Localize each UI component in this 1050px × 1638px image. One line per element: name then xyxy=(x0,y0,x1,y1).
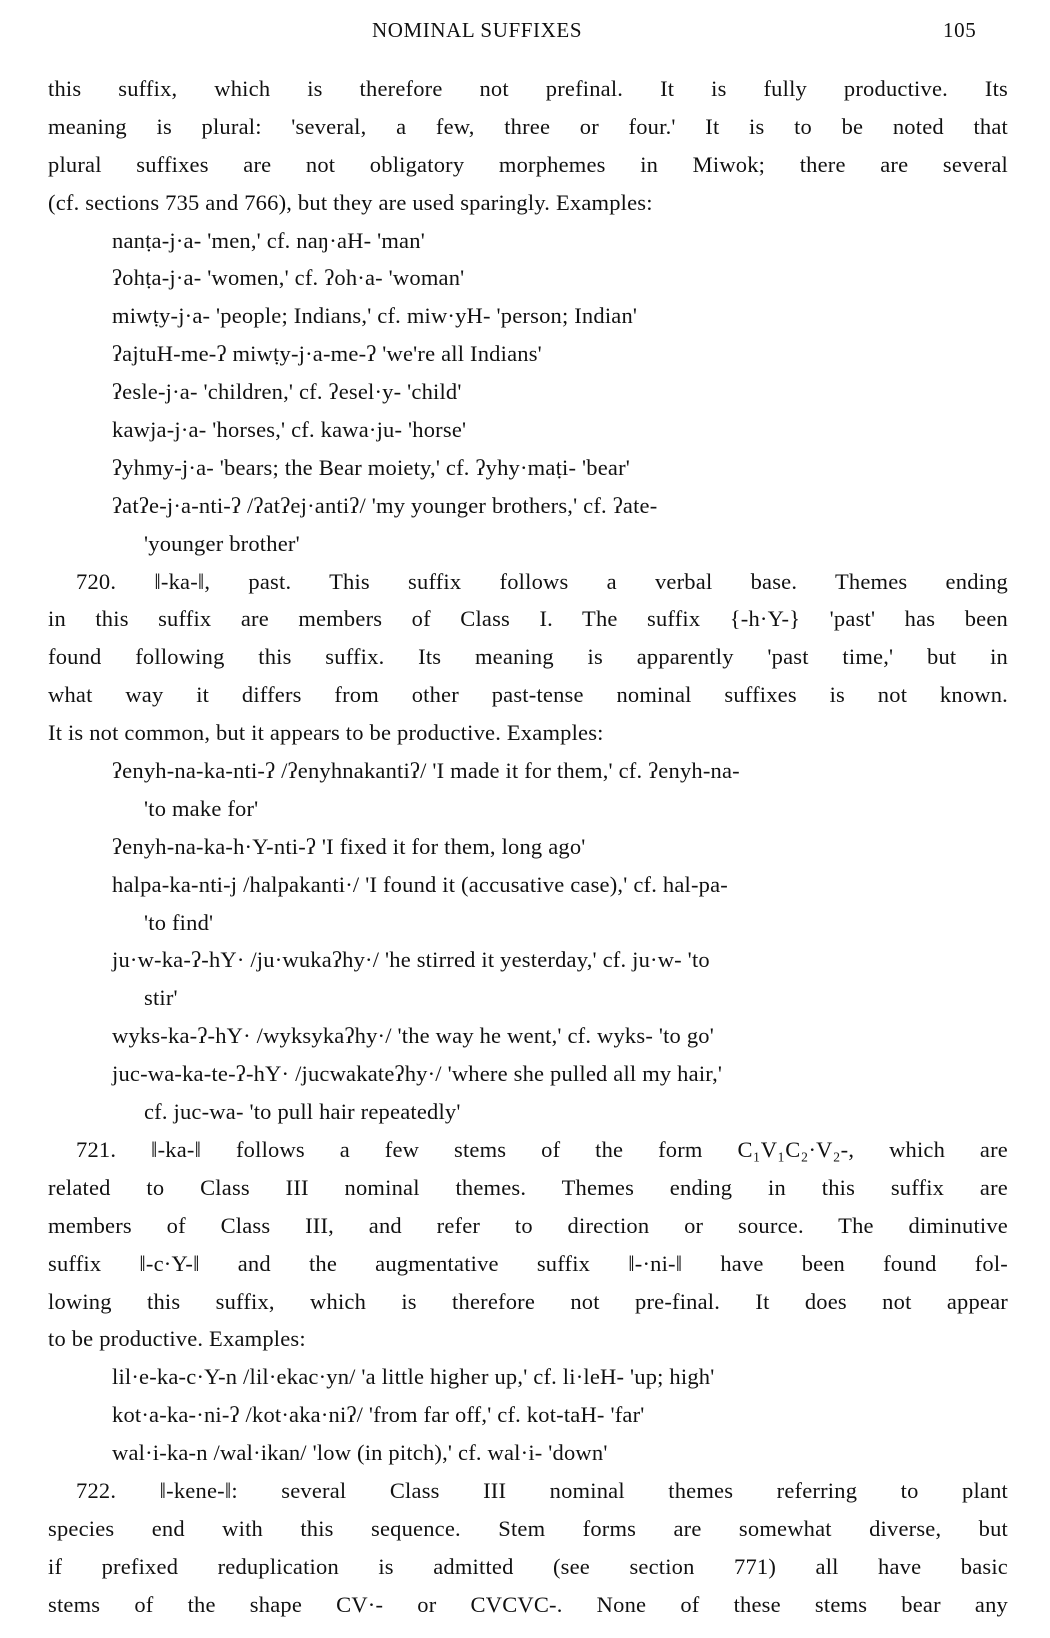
example-line: ʔenyh-na-ka-h·Y-nti-ʔ 'I fixed it for them, long ago' xyxy=(112,833,586,859)
section-721-heading: 721. ‖-ka-‖ follows a few stems of the form C₁V₁C₂·V₂-, which are xyxy=(76,1136,1008,1162)
page-number: 105 xyxy=(943,18,977,42)
text-line: to be productive. Examples: xyxy=(48,1326,306,1352)
text-line: plural suffixes are not obligatory morphemes in Miwok; there are several xyxy=(48,151,1008,177)
text-line: if prefixed reduplication is admitted (see section 771) all have basic xyxy=(48,1553,1008,1579)
text-line: found following this suffix. Its meaning is apparently 'past time,' but in xyxy=(48,644,1008,670)
section-722-heading: 722. ‖-kene-‖: several Class III nominal themes referring to plant xyxy=(76,1477,1008,1503)
example-continuation: 'younger brother' xyxy=(144,530,300,556)
example-continuation: 'to find' xyxy=(144,909,214,935)
example-line: kot·a-ka-·ni-ʔ /kot·aka·niʔ/ 'from far off,' cf. kot-taH- 'far' xyxy=(112,1402,645,1428)
example-line: wyks-ka-ʔ-hY· /wyksykaʔhy·/ 'the way he went,' cf. wyks- 'to go' xyxy=(112,1023,714,1049)
text-line: related to Class III nominal themes. Themes ending in this suffix are xyxy=(48,1174,1008,1200)
example-line: ʔesle-j·a- 'children,' cf. ʔesel·y- 'child' xyxy=(112,379,462,405)
example-line: miwṭy-j·a- 'people; Indians,' cf. miw·yH- 'person; Indian' xyxy=(112,303,638,329)
example-line: ʔyhmy-j·a- 'bears; the Bear moiety,' cf. ʔyhy·maṭi- 'bear' xyxy=(112,454,631,480)
example-line: lil·e-ka-c·Y-n /lil·ekac·yn/ 'a little higher up,' cf. li·leH- 'up; high' xyxy=(112,1364,715,1390)
example-line: ʔatʔe-j·a-nti-ʔ /ʔatʔej·antiʔ/ 'my younger brothers,' cf. ʔate- xyxy=(112,492,658,518)
example-line: ʔenyh-na-ka-nti-ʔ /ʔenyhnakantiʔ/ 'I made it for them,' cf. ʔenyh-na- xyxy=(112,758,740,784)
text-line: species end with this sequence. Stem forms are somewhat diverse, but xyxy=(48,1515,1008,1541)
example-line: nanṭa-j·a- 'men,' cf. naŋ·aH- 'man' xyxy=(112,227,425,253)
example-continuation: cf. juc-wa- 'to pull hair repeatedly' xyxy=(144,1099,461,1125)
text-line: (cf. sections 735 and 766), but they are used sparingly. Examples: xyxy=(48,189,653,215)
text-line: suffix ‖-c·Y-‖ and the augmentative suffix ‖-·ni-‖ have been found fol- xyxy=(48,1250,1008,1276)
running-head: NOMINAL SUFFIXES xyxy=(372,18,583,42)
example-continuation: 'to make for' xyxy=(144,795,259,821)
text-line: lowing this suffix, which is therefore not pre-final. It does not appear xyxy=(48,1288,1008,1314)
body-text xyxy=(48,70,1008,1624)
example-line: halpa-ka-nti-j /halpakanti·/ 'I found it (accusative case),' cf. hal-pa- xyxy=(112,871,728,897)
text-line: this suffix, which is therefore not prefinal. It is fully productive. Its xyxy=(48,76,1008,101)
example-line: kawja-j·a- 'horses,' cf. kawa·ju- 'horse' xyxy=(112,417,467,443)
example-line: wal·i-ka-n /wal·ikan/ 'low (in pitch),' cf. wal·i- 'down' xyxy=(112,1440,608,1466)
example-continuation: stir' xyxy=(144,985,178,1011)
text-line: what way it differs from other past-tense nominal suffixes is not known. xyxy=(48,682,1008,708)
example-line: juc-wa-ka-te-ʔ-hY· /jucwakateʔhy·/ 'where she pulled all my hair,' xyxy=(112,1061,723,1087)
text-line: members of Class III, and refer to direction or source. The diminutive xyxy=(48,1212,1008,1238)
example-line: ʔohṭa-j·a- 'women,' cf. ʔoh·a- 'woman' xyxy=(112,265,465,291)
text-line: stems of the shape CV·- or CVCVC-. None of these stems bear any xyxy=(48,1591,1008,1617)
example-line: ju·w-ka-ʔ-hY· /ju·wukaʔhy·/ 'he stirred it yesterday,' cf. ju·w- 'to xyxy=(112,947,710,973)
example-line: ʔajtuH-me-ʔ miwṭy-j·a-me-ʔ 'we're all Indians' xyxy=(112,341,542,367)
text-line: meaning is plural: 'several, a few, three or four.' It is to be noted that xyxy=(48,113,1008,139)
text-line: It is not common, but it appears to be productive. Examples: xyxy=(48,720,604,746)
page-header xyxy=(0,18,1050,50)
text-line: in this suffix are members of Class I. The suffix {-h·Y-} 'past' has been xyxy=(48,606,1008,632)
section-720-heading: 720. ‖-ka-‖, past. This suffix follows a verbal base. Themes ending xyxy=(76,568,1008,594)
